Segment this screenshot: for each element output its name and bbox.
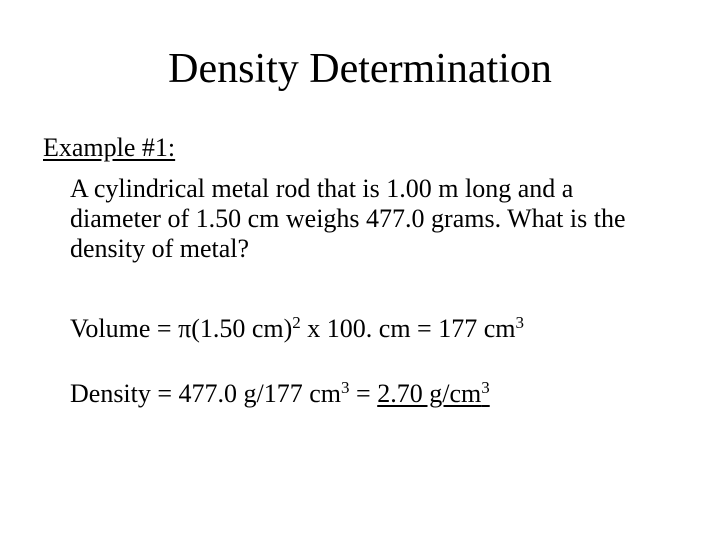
- volume-unit-exponent: 3: [515, 313, 524, 332]
- density-lhs: Density = 477.0 g/177 cm: [70, 379, 342, 408]
- density-answer-exponent: 3: [481, 378, 490, 397]
- slide-title: Density Determination: [168, 46, 552, 92]
- volume-lhs: Volume = π(1.50 cm): [70, 314, 293, 343]
- volume-rhs: x 100. cm = 177 cm: [300, 314, 516, 343]
- density-lhs-exponent: 3: [341, 378, 350, 397]
- volume-exponent: 2: [292, 313, 301, 332]
- volume-equation: [70, 314, 524, 344]
- density-answer: [377, 379, 490, 408]
- problem-line: diameter of 1.50 cm weighs 477.0 grams. What is the: [70, 204, 626, 233]
- example-label: Example #1:: [43, 133, 176, 162]
- density-equation: [70, 379, 490, 409]
- problem-statement: [70, 174, 690, 264]
- density-equals: =: [349, 379, 378, 408]
- density-answer-value: 2.70 g/cm: [377, 379, 482, 408]
- problem-line: A cylindrical metal rod that is 1.00 m long and a: [70, 174, 574, 203]
- problem-line: density of metal?: [70, 234, 250, 263]
